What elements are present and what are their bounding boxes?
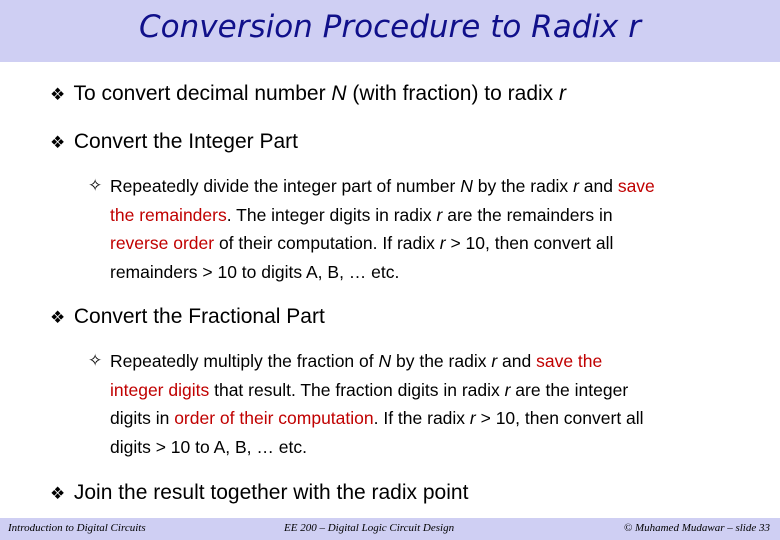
footer-course: Introduction to Digital Circuits bbox=[8, 522, 146, 534]
bullet-text: (with fraction) to radix bbox=[346, 82, 559, 105]
var-r: r bbox=[439, 233, 446, 253]
text: and bbox=[497, 351, 537, 371]
text: > 10, then convert all bbox=[475, 408, 644, 428]
diamond-bullet-icon: ❖ bbox=[50, 484, 66, 503]
sub-line bbox=[110, 347, 750, 376]
highlight-text: the remainders bbox=[110, 204, 227, 225]
var-r: r bbox=[559, 82, 566, 105]
footer-center: EE 200 – Digital Logic Circuit Design bbox=[284, 522, 455, 534]
bullet-text: Join the result together with the radix point bbox=[73, 481, 469, 504]
text: that result. The fraction digits in radix bbox=[209, 379, 505, 400]
highlight-text: reverse order bbox=[110, 233, 215, 253]
bullet-text: Convert the Fractional Part bbox=[73, 305, 325, 328]
text: by the radix bbox=[391, 351, 492, 371]
text: and bbox=[578, 176, 618, 196]
highlight-text: integer digits bbox=[110, 379, 210, 400]
sub-line: digits > 10 to A, B, … etc. bbox=[110, 436, 307, 457]
highlight-text: save the bbox=[536, 351, 603, 371]
sub-line bbox=[110, 404, 750, 433]
bullet-convert-decimal bbox=[50, 80, 566, 109]
sub-line bbox=[110, 229, 750, 258]
diamond-bullet-icon: ❖ bbox=[50, 133, 66, 152]
text: are the integer bbox=[510, 379, 629, 400]
sub-line: remainders > 10 to digits A, B, … etc. bbox=[110, 261, 400, 282]
star-bullet-icon: ✧ bbox=[88, 351, 103, 370]
text: > 10, then convert all bbox=[445, 233, 614, 253]
diamond-bullet-icon: ❖ bbox=[50, 308, 66, 327]
var-r: r bbox=[573, 176, 579, 196]
text: of their computation. If radix bbox=[214, 233, 440, 253]
sub-bullet-fraction bbox=[88, 347, 750, 461]
bullet-fractional-part bbox=[50, 303, 325, 332]
text: . If the radix bbox=[373, 408, 470, 428]
bullet-text: To convert decimal number bbox=[73, 82, 332, 105]
text: Repeatedly divide the integer part of number bbox=[110, 176, 461, 196]
text: are the remainders in bbox=[442, 204, 613, 225]
star-bullet-icon: ✧ bbox=[88, 176, 103, 195]
sub-line bbox=[110, 376, 750, 405]
var-n: N bbox=[460, 176, 473, 196]
var-r: r bbox=[469, 408, 476, 428]
highlight-text: order of their computation bbox=[174, 408, 374, 428]
text: by the radix bbox=[472, 176, 574, 196]
sub-bullet-integer bbox=[88, 172, 750, 286]
sub-line bbox=[110, 172, 750, 201]
var-n: N bbox=[331, 82, 347, 105]
highlight-text: save bbox=[617, 176, 655, 196]
text: digits in bbox=[110, 408, 175, 428]
var-n: N bbox=[378, 351, 392, 371]
text: Repeatedly multiply the fraction of bbox=[110, 351, 379, 371]
bullet-integer-part bbox=[50, 128, 298, 157]
var-r: r bbox=[491, 351, 498, 371]
diamond-bullet-icon: ❖ bbox=[50, 85, 66, 104]
footer-slide-number: © Muhamed Mudawar – slide 33 bbox=[623, 522, 770, 534]
bullet-text: Convert the Integer Part bbox=[73, 130, 298, 153]
text: . The integer digits in radix bbox=[226, 204, 437, 225]
var-r: r bbox=[504, 379, 511, 400]
slide-title: Conversion Procedure to Radix r bbox=[139, 9, 641, 45]
bullet-join-result bbox=[50, 479, 468, 508]
sub-line bbox=[110, 201, 750, 230]
var-r: r bbox=[436, 204, 443, 225]
